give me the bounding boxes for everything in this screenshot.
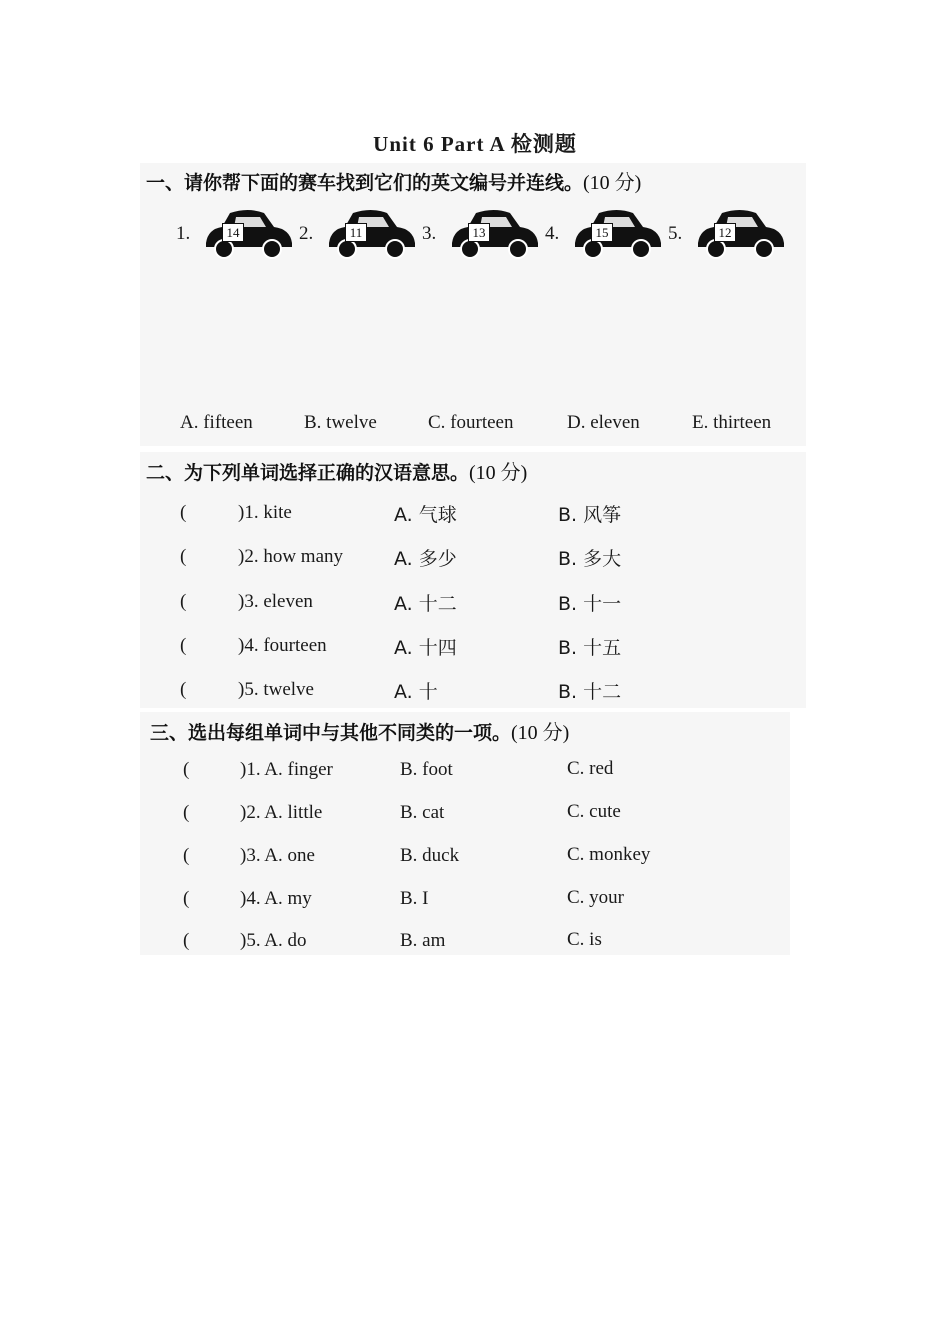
race-car-icon <box>325 205 417 259</box>
race-car-icon <box>448 205 540 259</box>
choice-b: B. foot <box>400 759 453 780</box>
answer-paren[interactable]: ( <box>183 759 190 780</box>
answer-paren[interactable]: ( <box>183 802 190 823</box>
word: )1. kite <box>238 502 292 523</box>
car-plate: 15 <box>591 223 613 242</box>
section2-scan <box>140 452 806 708</box>
option-e[interactable]: E. thirteen <box>692 412 772 433</box>
choice-b: B. 十一 <box>558 593 622 615</box>
choice-b: B. duck <box>400 845 460 866</box>
choice-c: C. your <box>567 887 624 908</box>
word: )5. twelve <box>238 679 314 700</box>
answer-paren[interactable]: ( <box>180 679 187 700</box>
choice-b: B. 风筝 <box>558 504 622 526</box>
answer-paren[interactable]: ( <box>183 930 190 951</box>
answer-paren[interactable]: ( <box>180 546 187 567</box>
option-a[interactable]: A. fifteen <box>180 412 253 433</box>
choice-a: )5. A. do <box>240 930 307 951</box>
race-car-icon <box>694 205 786 259</box>
car-label: 2. <box>299 223 314 244</box>
choice-a: )2. A. little <box>240 802 323 823</box>
word: )2. how many <box>238 546 344 567</box>
car-plate: 14 <box>222 223 244 242</box>
choice-a: )4. A. my <box>240 888 312 909</box>
choice-b: B. I <box>400 888 429 909</box>
car-row <box>176 203 796 263</box>
car-label: 3. <box>422 223 437 244</box>
car-plate: 11 <box>345 223 367 242</box>
choice-a: A. 十二 <box>394 593 457 615</box>
choice-c: C. red <box>567 758 614 779</box>
choice-a: )1. A. finger <box>240 759 333 780</box>
choice-a: )3. A. one <box>240 845 315 866</box>
option-c[interactable]: C. fourteen <box>428 412 514 433</box>
choice-a: A. 十 <box>394 681 438 703</box>
choice-b: B. am <box>400 930 446 951</box>
option-b[interactable]: B. twelve <box>304 412 377 433</box>
answer-paren[interactable]: ( <box>180 635 187 656</box>
car-label: 4. <box>545 223 560 244</box>
word: )3. eleven <box>238 591 313 612</box>
section3-scan <box>140 712 790 955</box>
answer-paren[interactable]: ( <box>183 845 190 866</box>
choice-c: C. monkey <box>567 844 651 865</box>
answer-paren[interactable]: ( <box>180 591 187 612</box>
choice-b: B. 多大 <box>558 548 622 570</box>
car-plate: 12 <box>714 223 736 242</box>
race-car-icon <box>571 205 663 259</box>
car-label: 5. <box>668 223 683 244</box>
car-label: 1. <box>176 223 191 244</box>
choice-a: A. 十四 <box>394 637 457 659</box>
page-title: Unit 6 Part A 检测题 <box>373 132 577 156</box>
choice-a: A. 气球 <box>394 504 457 526</box>
choice-b: B. 十二 <box>558 681 622 703</box>
choice-b: B. 十五 <box>558 637 622 659</box>
choice-c: C. is <box>567 929 602 950</box>
choice-b: B. cat <box>400 802 445 823</box>
race-car-icon <box>202 205 294 259</box>
section2-heading: 二、为下列单词选择正确的汉语意思。(10 分) <box>146 462 528 484</box>
answer-paren[interactable]: ( <box>183 888 190 909</box>
word: )4. fourteen <box>238 635 327 656</box>
section3-heading: 三、选出每组单词中与其他不同类的一项。(10 分) <box>150 722 570 744</box>
section1-heading: 一、请你帮下面的赛车找到它们的英文编号并连线。(10 分) <box>146 172 642 194</box>
option-d[interactable]: D. eleven <box>567 412 640 433</box>
answer-paren[interactable]: ( <box>180 502 187 523</box>
choice-a: A. 多少 <box>394 548 457 570</box>
choice-c: C. cute <box>567 801 621 822</box>
car-plate: 13 <box>468 223 490 242</box>
